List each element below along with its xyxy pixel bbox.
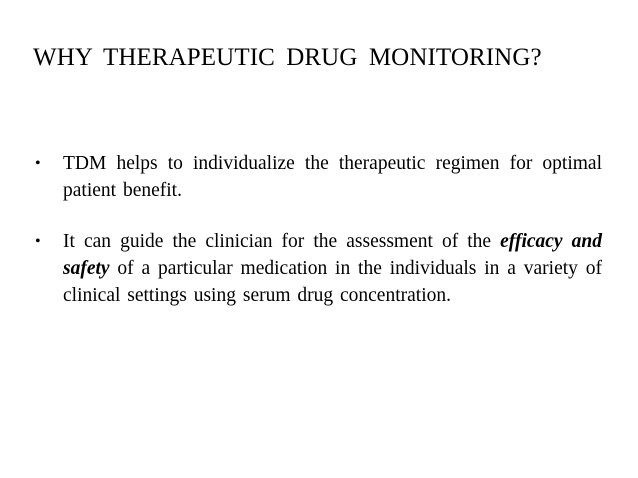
- bullet-text: [63, 228, 602, 309]
- bullet-text-after: of a particular medication in the individuals in a variety of clinical settings using serum drug concentration.: [63, 258, 602, 306]
- bullet-emphasis: efficacy and safety: [63, 231, 602, 279]
- bullet-list: [35, 150, 602, 309]
- bullet-item-tdm-individualize: [35, 150, 602, 204]
- bullet-marker: •: [35, 155, 41, 172]
- slide-title: WHY THERAPEUTIC DRUG MONITORING?: [33, 44, 542, 71]
- bullet-item-guide-clinician: [35, 228, 602, 309]
- bullet-text-before: It can guide the clinician for the assessment of the: [63, 231, 501, 252]
- bullet-text: TDM helps to individualize the therapeutic regimen for optimal patient benefit.: [63, 153, 602, 201]
- bullet-marker: •: [35, 233, 41, 250]
